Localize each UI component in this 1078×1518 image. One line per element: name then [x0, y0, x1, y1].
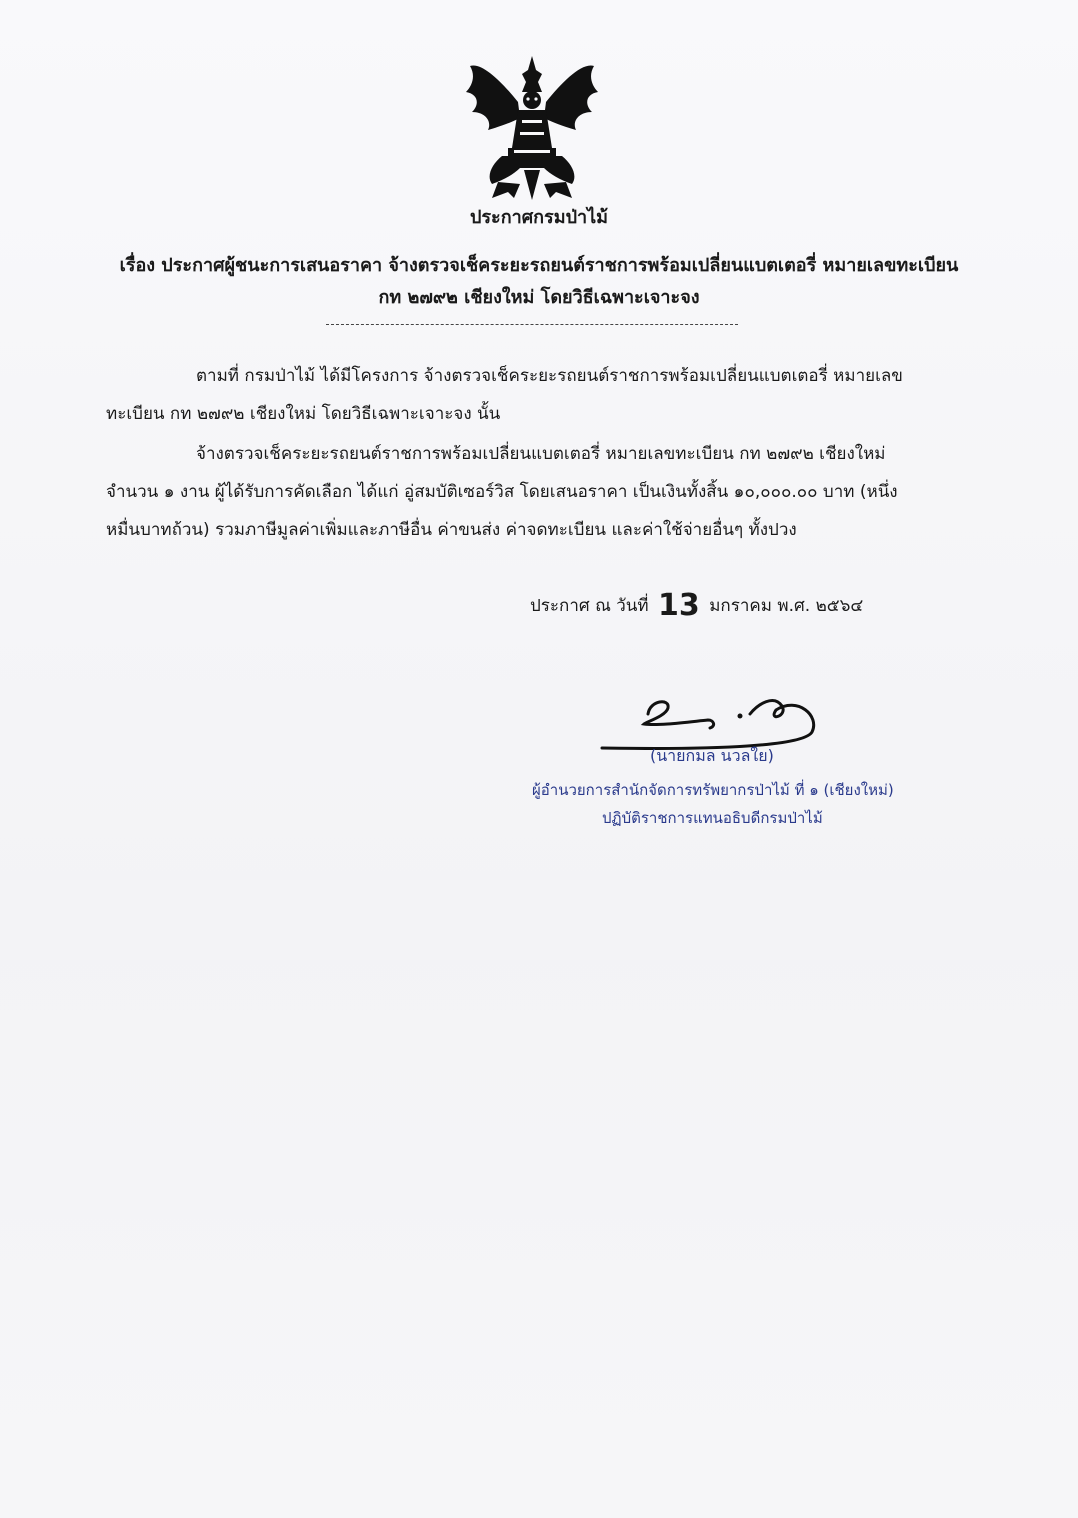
para2-line-3: หมื่นบาทถ้วน) รวมภาษีมูลค่าเพิ่มและภาษีอื่น ค่าขนส่ง ค่าจดทะเบียน และค่าใช้จ่ายอื่นๆ ทั้งปวง — [106, 520, 797, 540]
signer-name: (นายกมล นวลใย) — [650, 746, 774, 765]
date-day: 13 — [658, 588, 700, 623]
agency-title: ประกาศกรมป่าไม้ — [469, 207, 609, 228]
para1-line-2: ทะเบียน กท ๒๗๙๒ เชียงใหม่ โดยวิธีเฉพาะเจาะจง นั้น — [106, 404, 501, 424]
date-prefix: ประกาศ ณ วันที่ — [530, 596, 649, 616]
subject-line-1: เรื่อง ประกาศผู้ชนะการเสนอราคา จ้างตรวจเช็คระยะรถยนต์ราชการพร้อมเปลี่ยนแบตเตอรี่ หมายเลขทะเบียน — [119, 255, 959, 276]
signer-position-line-2: ปฏิบัติราชการแทนอธิบดีกรมป่าไม้ — [602, 809, 823, 827]
signer-position-line-1: ผู้อำนวยการสำนักจัดการทรัพยากรป่าไม้ ที่ ๑ (เชียงใหม่) — [532, 781, 894, 799]
para2-line-2: จำนวน ๑ งาน ผู้ได้รับการคัดเลือก ได้แก่ อู่สมบัติเซอร์วิส โดยเสนอราคา เป็นเงินทั้งสิ้น ๑๐,๐๐๐.๐๐ บาท (หนึ่ง — [106, 482, 898, 502]
announcement-date — [530, 588, 864, 623]
divider — [326, 324, 738, 325]
para1-line-1: ตามที่ กรมป่าไม้ ได้มีโครงการ จ้างตรวจเช็คระยะรถยนต์ราชการพร้อมเปลี่ยนแบตเตอรี่ หมายเลข — [196, 366, 903, 386]
para2-line-1: จ้างตรวจเช็คระยะรถยนต์ราชการพร้อมเปลี่ยนแบตเตอรี่ หมายเลขทะเบียน กท ๒๗๙๒ เชียงใหม่ — [196, 444, 886, 464]
subject-line-2: กท ๒๗๙๒ เชียงใหม่ โดยวิธีเฉพาะเจาะจง — [378, 287, 700, 308]
date-suffix: มกราคม พ.ศ. ๒๕๖๔ — [709, 596, 864, 616]
garuda-emblem-icon — [462, 52, 602, 202]
